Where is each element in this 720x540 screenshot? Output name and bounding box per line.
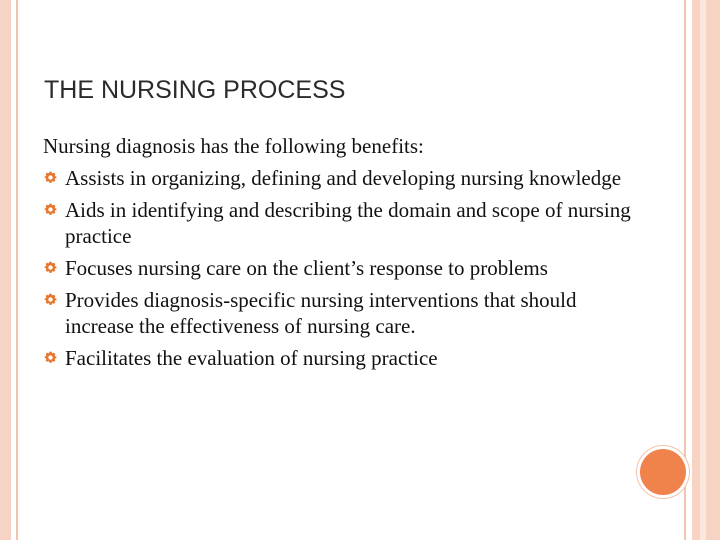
list-item	[43, 197, 643, 249]
list-item-text: Assists in organizing, defining and developing nursing knowledge	[65, 166, 622, 190]
gear-icon	[43, 202, 58, 217]
list-item	[43, 287, 643, 339]
slide-content	[43, 133, 643, 371]
list-item	[43, 345, 643, 371]
slide-title: THE NURSING PROCESS	[44, 76, 346, 104]
list-item-text: Focuses nursing care on the client’s response to problems	[65, 256, 548, 280]
left-border-line	[16, 0, 18, 540]
list-item-text: Facilitates the evaluation of nursing practice	[65, 346, 438, 370]
gear-icon	[43, 292, 58, 307]
right-border-highlight	[700, 0, 706, 540]
intro-text: Nursing diagnosis has the following benefits:	[43, 134, 424, 158]
list-item	[43, 255, 643, 281]
gear-icon	[43, 350, 58, 365]
left-border-band	[0, 0, 11, 540]
list-item-text: Provides diagnosis-specific nursing interventions that should increase the effectiveness of nursing care.	[65, 288, 577, 338]
list-item-text: Aids in identifying and describing the domain and scope of nursing practice	[65, 198, 631, 248]
benefits-list	[43, 165, 643, 371]
gear-icon	[43, 170, 58, 185]
right-border-line	[684, 0, 686, 540]
gear-icon	[43, 260, 58, 275]
list-item	[43, 165, 643, 191]
decorative-circle	[640, 449, 686, 495]
right-border-band	[692, 0, 720, 540]
